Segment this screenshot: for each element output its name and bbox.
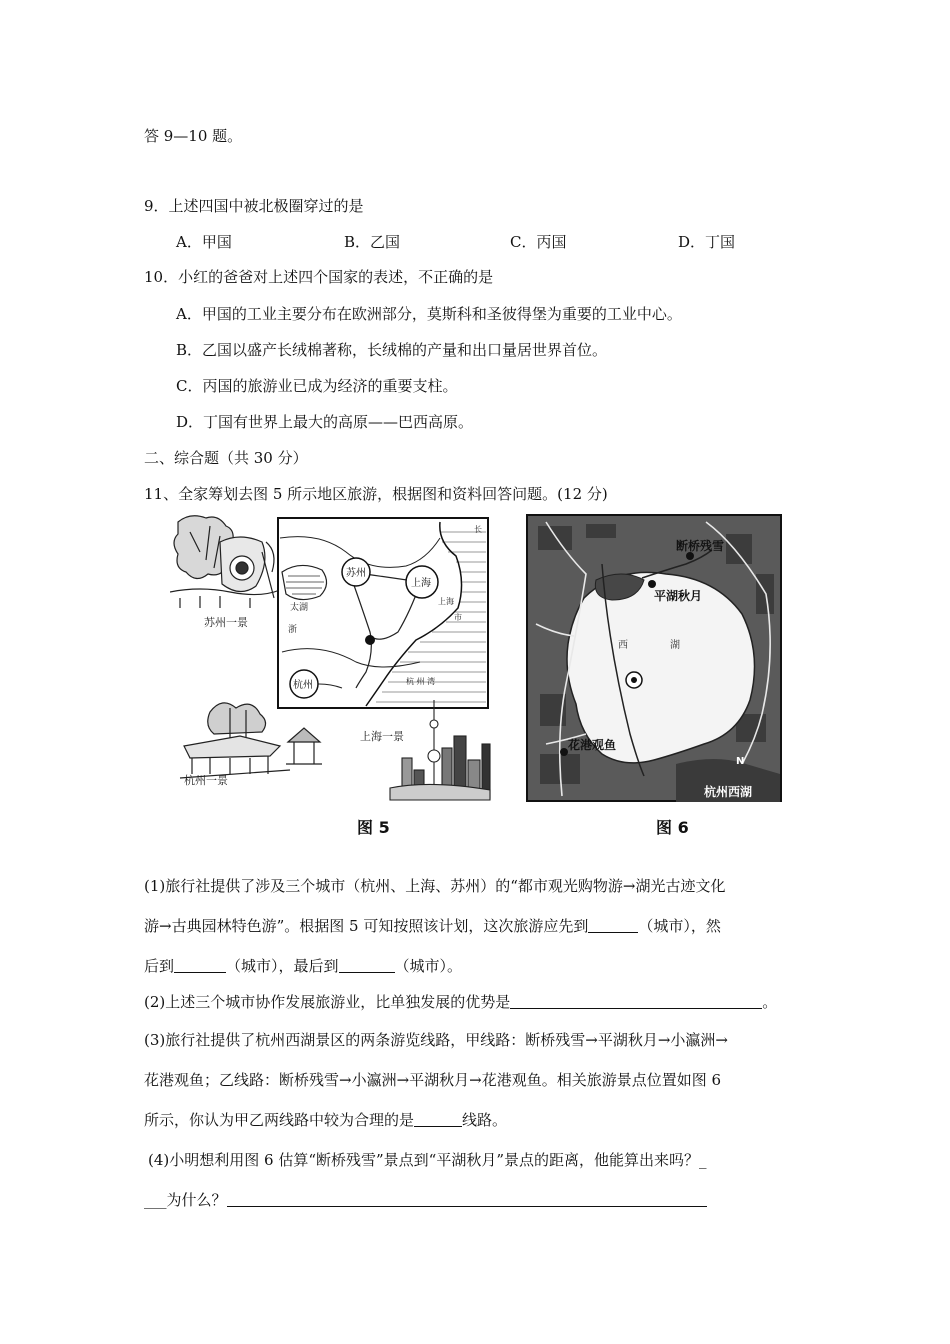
q11-part4-line2 bbox=[144, 1190, 707, 1210]
q10-option-d[interactable]: D．丁国有世界上最大的高原——巴西高原。 bbox=[176, 413, 474, 431]
answer-blank-route[interactable] bbox=[414, 1110, 462, 1127]
huagang-marker bbox=[560, 748, 568, 756]
intro-text: 答 9—10 题。 bbox=[144, 127, 243, 145]
pinghu-label: 平湖秋月 bbox=[654, 589, 703, 603]
q11-part1-line2 bbox=[144, 916, 721, 936]
duanqiao-label: 断桥残雪 bbox=[676, 539, 725, 553]
q11-part1-text-b: （城市），然 bbox=[638, 917, 721, 935]
q11-part1-line3 bbox=[144, 956, 462, 976]
question-10-stem: 10．小红的爸爸对上述四个国家的表述，不正确的是 bbox=[144, 268, 494, 286]
figure-5-map bbox=[170, 512, 500, 812]
q11-part1-line1: (1)旅行社提供了涉及三个城市（杭州、上海、苏州）的“都市观光购物游→湖光古迹文化 bbox=[144, 877, 726, 895]
q11-part3-line1: (3)旅行社提供了杭州西湖景区的两条游览线路，甲线路：断桥残雪→平湖秋月→小瀛洲→ bbox=[144, 1031, 728, 1049]
map-hangzhou-label: 杭州 bbox=[293, 680, 313, 691]
duanqiao-marker bbox=[686, 552, 694, 560]
q9-option-d[interactable]: D．丁国 bbox=[678, 233, 736, 251]
figure-6-caption: 图 6 bbox=[656, 818, 689, 837]
suzhou-scene-illustration bbox=[170, 516, 280, 608]
figure-5-caption: 图 5 bbox=[357, 818, 390, 837]
answer-blank-third-city[interactable] bbox=[339, 956, 395, 973]
section-2-heading: 二、综合题（共 30 分） bbox=[144, 449, 308, 467]
q11-part1-text-a: 游→古典园林特色游”。根据图 5 可知按照该计划，这次旅游应先到 bbox=[144, 917, 589, 935]
huagang-label: 花港观鱼 bbox=[568, 738, 617, 752]
shanghai-scene-label: 上海一景 bbox=[360, 730, 404, 743]
q11-part3-line2: 花港观鱼；乙线路：断桥残雪→小瀛洲→平湖秋月→花港观鱼。相关旅游景点位置如图 6 bbox=[144, 1071, 722, 1089]
zhe-label: 浙 bbox=[288, 625, 298, 635]
answer-blank-second-city[interactable] bbox=[174, 956, 226, 973]
pinghu-marker bbox=[648, 580, 656, 588]
q10-option-a[interactable]: A．甲国的工业主要分布在欧洲部分，莫斯科和圣彼得堡为重要的工业中心。 bbox=[176, 305, 682, 323]
figure-6-west-lake-map bbox=[526, 514, 784, 804]
q9-option-c[interactable]: C．丙国 bbox=[510, 233, 567, 251]
answer-blank-why[interactable] bbox=[227, 1190, 707, 1207]
q11-part3-line3 bbox=[144, 1110, 507, 1130]
q11-part2-period: 。 bbox=[762, 993, 778, 1011]
q10-option-c[interactable]: C．丙国的旅游业已成为经济的重要支柱。 bbox=[176, 377, 458, 395]
q11-part1-text-d: （城市），最后到 bbox=[226, 957, 339, 975]
q9-option-a[interactable]: A．甲国 bbox=[176, 233, 232, 251]
q11-part3-text-b: 线路。 bbox=[462, 1111, 508, 1129]
hangzhou-scene-label: 杭州一景 bbox=[184, 774, 228, 787]
question-9-stem: 9．上述四国中被北极圈穿过的是 bbox=[144, 197, 364, 215]
hangzhou-bay-label: 杭 州 湾 bbox=[406, 677, 436, 686]
answer-blank-advantage[interactable] bbox=[510, 992, 762, 1009]
suzhou-scene-label: 苏州一景 bbox=[204, 616, 248, 629]
question-11-stem: 11、全家筹划去图 5 所示地区旅游，根据图和资料回答问题。(12 分) bbox=[144, 485, 608, 503]
map-suzhou-label: 苏州 bbox=[346, 568, 366, 579]
answer-blank-first-city[interactable] bbox=[588, 916, 638, 933]
q11-part4-line1: (4)小明想利用图 6 估算“断桥残雪”景点到“平湖秋月”景点的距离，他能算出来吗？_ bbox=[148, 1151, 707, 1169]
q9-option-b[interactable]: B．乙国 bbox=[344, 233, 401, 251]
q11-part2 bbox=[144, 992, 777, 1012]
q11-part1-text-e: （城市）。 bbox=[394, 957, 463, 975]
north-label: N bbox=[736, 756, 745, 767]
hangzhou-scene-illustration bbox=[180, 703, 322, 778]
map-shanghai-label: 上海 bbox=[411, 578, 431, 589]
shanghai-scene-illustration bbox=[390, 700, 490, 800]
shanghai-city-label-1: 上海 bbox=[438, 597, 454, 606]
lake-hu-label: 湖 bbox=[670, 640, 680, 651]
q11-part2-text: (2)上述三个城市协作发展旅游业，比单独发展的优势是 bbox=[144, 993, 511, 1011]
lake-xi-label: 西 bbox=[618, 640, 628, 651]
q11-part4-text: ___为什么？ bbox=[144, 1191, 227, 1209]
taihu-label: 太湖 bbox=[290, 603, 309, 613]
chang-label: 长 bbox=[474, 525, 482, 534]
corner-label: 杭州西湖 bbox=[704, 785, 753, 799]
q10-option-b[interactable]: B．乙国以盛产长绒棉著称，长绒棉的产量和出口量居世界首位。 bbox=[176, 341, 608, 359]
shanghai-city-label-2: 市 bbox=[454, 613, 462, 622]
q11-part1-text-c: 后到 bbox=[144, 957, 175, 975]
q11-part3-text-a: 所示，你认为甲乙两线路中较为合理的是 bbox=[144, 1111, 415, 1129]
